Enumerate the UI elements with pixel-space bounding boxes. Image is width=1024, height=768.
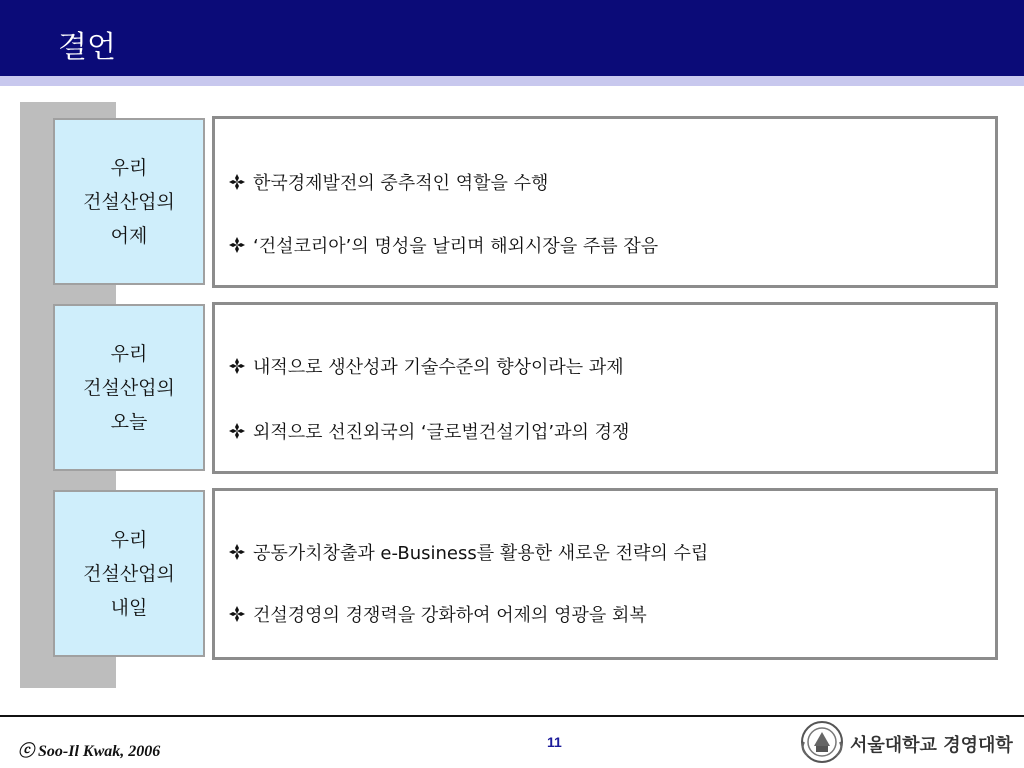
diamond-bullet-icon [229, 606, 245, 622]
bullet-text: 건설경영의 경쟁력을 강화하여 어제의 영광을 회복 [253, 605, 647, 626]
bullet-item [229, 601, 647, 627]
footer-divider [0, 715, 1024, 717]
label-line: 우리 [110, 528, 148, 551]
diamond-bullet-icon [229, 237, 245, 253]
bullet-item [229, 353, 624, 379]
content-today [212, 302, 998, 474]
label-yesterday [53, 118, 205, 285]
slide-title: 결언 [58, 30, 116, 65]
title-bar [0, 0, 1024, 76]
label-line: 내일 [110, 596, 148, 619]
bullet-text: 공동가치창출과 e-Business를 활용한 새로운 전략의 수립 [253, 543, 709, 564]
university-emblem-icon [800, 720, 844, 764]
bullet-text: 한국경제발전의 중추적인 역할을 수행 [253, 173, 549, 194]
diamond-bullet-icon [229, 174, 245, 190]
bullet-item [229, 539, 708, 565]
bullet-text: 내적으로 생산성과 기술수준의 향상이라는 과제 [253, 357, 624, 378]
content-yesterday [212, 116, 998, 288]
content-tomorrow [212, 488, 998, 660]
label-line: 어제 [110, 224, 148, 247]
label-line: 우리 [110, 342, 148, 365]
label-line: 건설산업의 [83, 562, 175, 585]
bullet-item [229, 418, 629, 444]
bullet-item [229, 232, 658, 258]
label-today [53, 304, 205, 471]
copyright-text: ⓒ Soo-Il Kwak, 2006 [18, 743, 161, 760]
page-number: 11 [547, 734, 562, 750]
label-tomorrow [53, 490, 205, 657]
diamond-bullet-icon [229, 358, 245, 374]
bullet-text: 외적으로 선진외국의 ‘글로벌건설기업’과의 경쟁 [253, 422, 630, 443]
label-line: 우리 [110, 156, 148, 179]
label-line: 오늘 [110, 410, 148, 433]
diamond-bullet-icon [229, 423, 245, 439]
bullet-item [229, 169, 548, 195]
bullet-text: ‘건설코리아’의 명성을 날리며 해외시장을 주름 잡음 [253, 236, 659, 257]
label-line: 건설산업의 [83, 376, 175, 399]
title-stripe [0, 76, 1024, 86]
diamond-bullet-icon [229, 544, 245, 560]
label-line: 건설산업의 [83, 190, 175, 213]
university-name: 서울대학교 경영대학 [850, 735, 1013, 756]
